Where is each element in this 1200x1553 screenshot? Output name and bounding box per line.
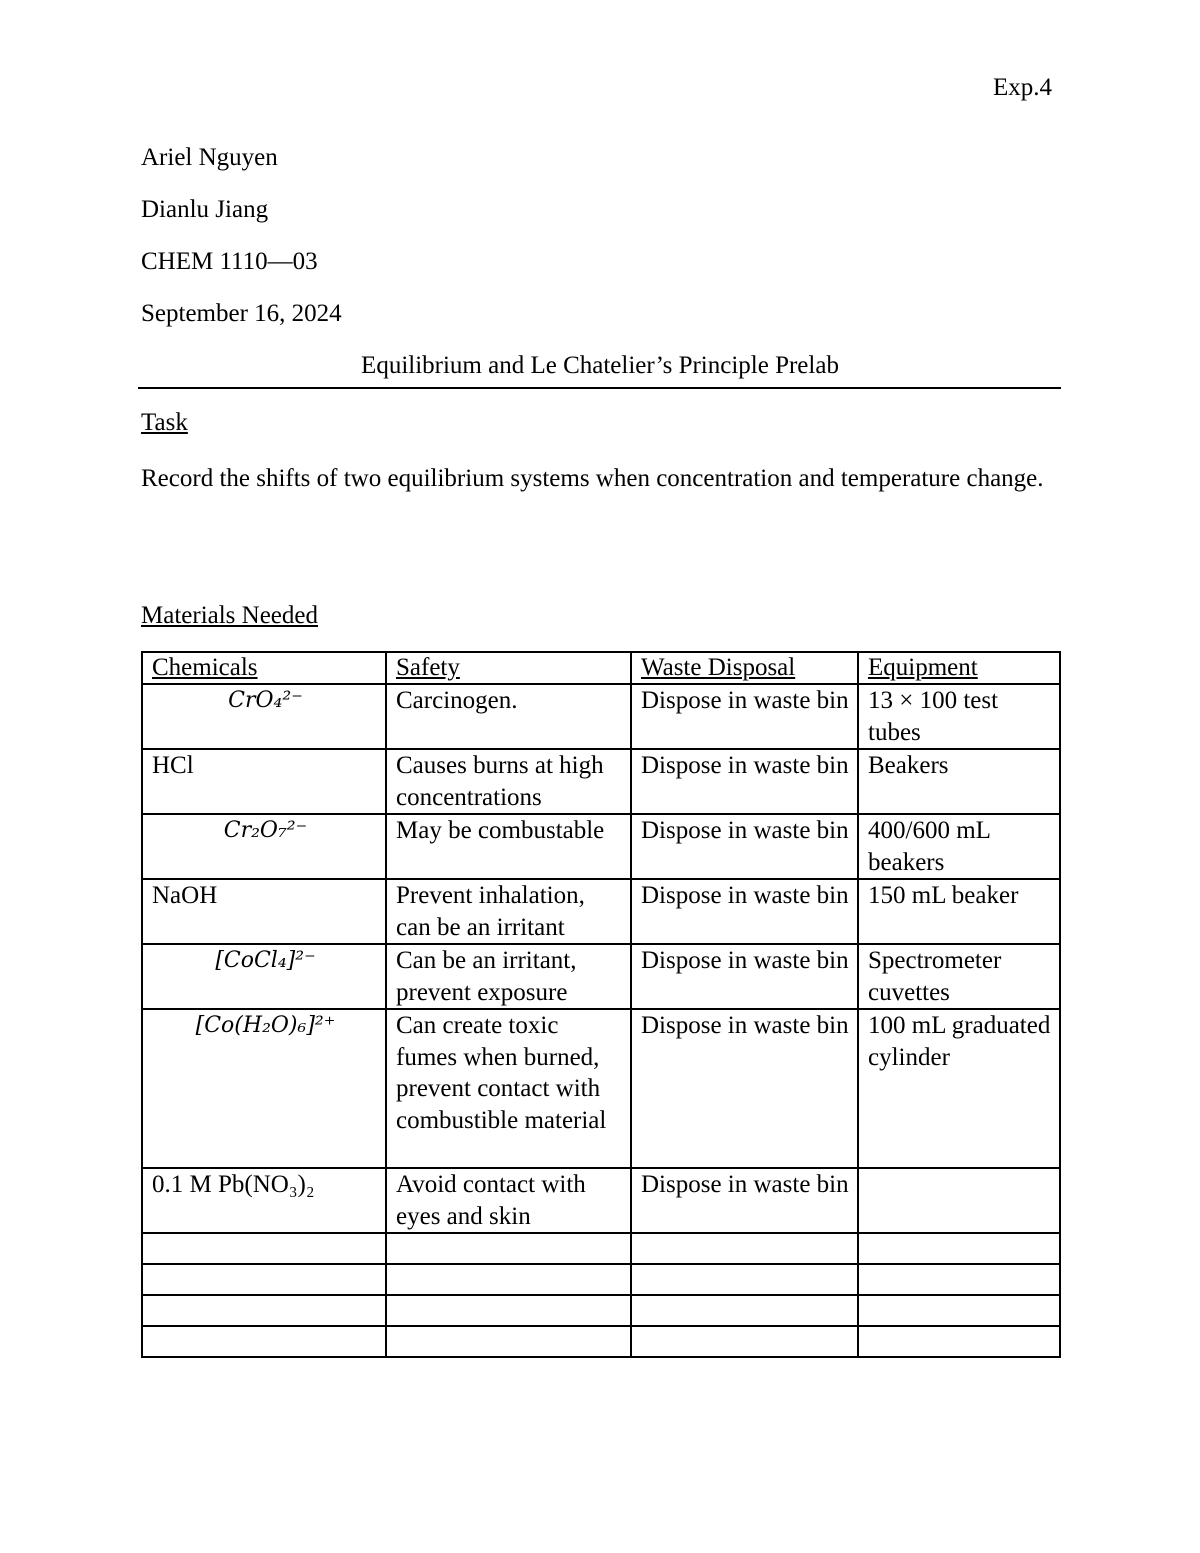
- chemical-cell: Cr₂O₇²⁻: [142, 814, 386, 879]
- empty-cell: [858, 1326, 1060, 1357]
- empty-cell: [386, 1233, 631, 1264]
- materials-table: [141, 651, 1061, 1358]
- table-row: [142, 1168, 1060, 1233]
- task-heading: Task: [141, 409, 188, 436]
- empty-cell: [858, 1264, 1060, 1295]
- disposal-cell: Dispose in waste bin: [631, 944, 858, 1009]
- empty-cell: [631, 1233, 858, 1264]
- safety-cell: Avoid contact with eyes and skin: [386, 1168, 631, 1233]
- disposal-cell: Dispose in waste bin: [631, 1168, 858, 1233]
- safety-cell: May be combustable: [386, 814, 631, 879]
- materials-heading: Materials Needed: [141, 602, 319, 629]
- disposal-cell: Dispose in waste bin: [631, 879, 858, 944]
- chemical-cell: 0.1 M Pb(NO₃)₂: [142, 1168, 386, 1233]
- empty-cell: [631, 1264, 858, 1295]
- chemical-cell: [Co(H₂O)₆]²⁺: [142, 1009, 386, 1168]
- table-header-row: [142, 652, 1060, 684]
- empty-cell: [386, 1264, 631, 1295]
- chemical-cell: CrO₄²⁻: [142, 684, 386, 749]
- equipment-cell: 100 mL graduated cylinder: [858, 1009, 1060, 1168]
- chemical-cell: [CoCl₄]²⁻: [142, 944, 386, 1009]
- equipment-cell: 150 mL beaker: [858, 879, 1060, 944]
- student-name-2: Dianlu Jiang: [141, 196, 269, 223]
- student-name-1: Ariel Nguyen: [141, 144, 278, 171]
- chemical-cell: HCl: [142, 749, 386, 814]
- equipment-cell: 13 × 100 test tubes: [858, 684, 1060, 749]
- empty-cell: [631, 1326, 858, 1357]
- date: September 16, 2024: [141, 300, 342, 327]
- disposal-cell: Dispose in waste bin: [631, 684, 858, 749]
- task-description: Record the shifts of two equilibrium systems when concentration and temperature change.: [141, 465, 1044, 492]
- table-row: [142, 944, 1060, 1009]
- safety-cell: Carcinogen.: [386, 684, 631, 749]
- equipment-cell: [858, 1168, 1060, 1233]
- table-row: [142, 879, 1060, 944]
- empty-cell: [142, 1233, 386, 1264]
- title-divider: [138, 387, 1061, 389]
- document-title: Equilibrium and Le Chatelier’s Principle Prelab: [361, 352, 839, 379]
- safety-cell: Causes burns at high concentrations: [386, 749, 631, 814]
- empty-row: [142, 1295, 1060, 1326]
- disposal-cell: Dispose in waste bin: [631, 1009, 858, 1168]
- equipment-cell: 400/600 mL beakers: [858, 814, 1060, 879]
- empty-cell: [858, 1295, 1060, 1326]
- chemical-cell: NaOH: [142, 879, 386, 944]
- disposal-cell: Dispose in waste bin: [631, 814, 858, 879]
- table-row: [142, 749, 1060, 814]
- experiment-number: Exp.4: [993, 74, 1053, 101]
- equipment-cell: Spectrometer cuvettes: [858, 944, 1060, 1009]
- table-row: [142, 1009, 1060, 1168]
- empty-row: [142, 1326, 1060, 1357]
- empty-cell: [142, 1264, 386, 1295]
- column-header-waste-disposal: Waste Disposal: [631, 652, 858, 684]
- course-code: CHEM 1110—03: [141, 248, 318, 275]
- empty-cell: [142, 1326, 386, 1357]
- table-row: [142, 684, 1060, 749]
- empty-cell: [142, 1295, 386, 1326]
- equipment-cell: Beakers: [858, 749, 1060, 814]
- safety-cell: Can be an irritant, prevent exposure: [386, 944, 631, 1009]
- safety-cell: Prevent inhalation, can be an irritant: [386, 879, 631, 944]
- column-header-chemicals: Chemicals: [142, 652, 386, 684]
- empty-cell: [631, 1295, 858, 1326]
- table-row: [142, 814, 1060, 879]
- empty-row: [142, 1233, 1060, 1264]
- column-header-equipment: Equipment: [858, 652, 1060, 684]
- empty-cell: [858, 1233, 1060, 1264]
- column-header-safety: Safety: [386, 652, 631, 684]
- empty-cell: [386, 1295, 631, 1326]
- safety-cell: Can create toxic fumes when burned, prevent contact with combustible material: [386, 1009, 631, 1168]
- empty-row: [142, 1264, 1060, 1295]
- empty-cell: [386, 1326, 631, 1357]
- disposal-cell: Dispose in waste bin: [631, 749, 858, 814]
